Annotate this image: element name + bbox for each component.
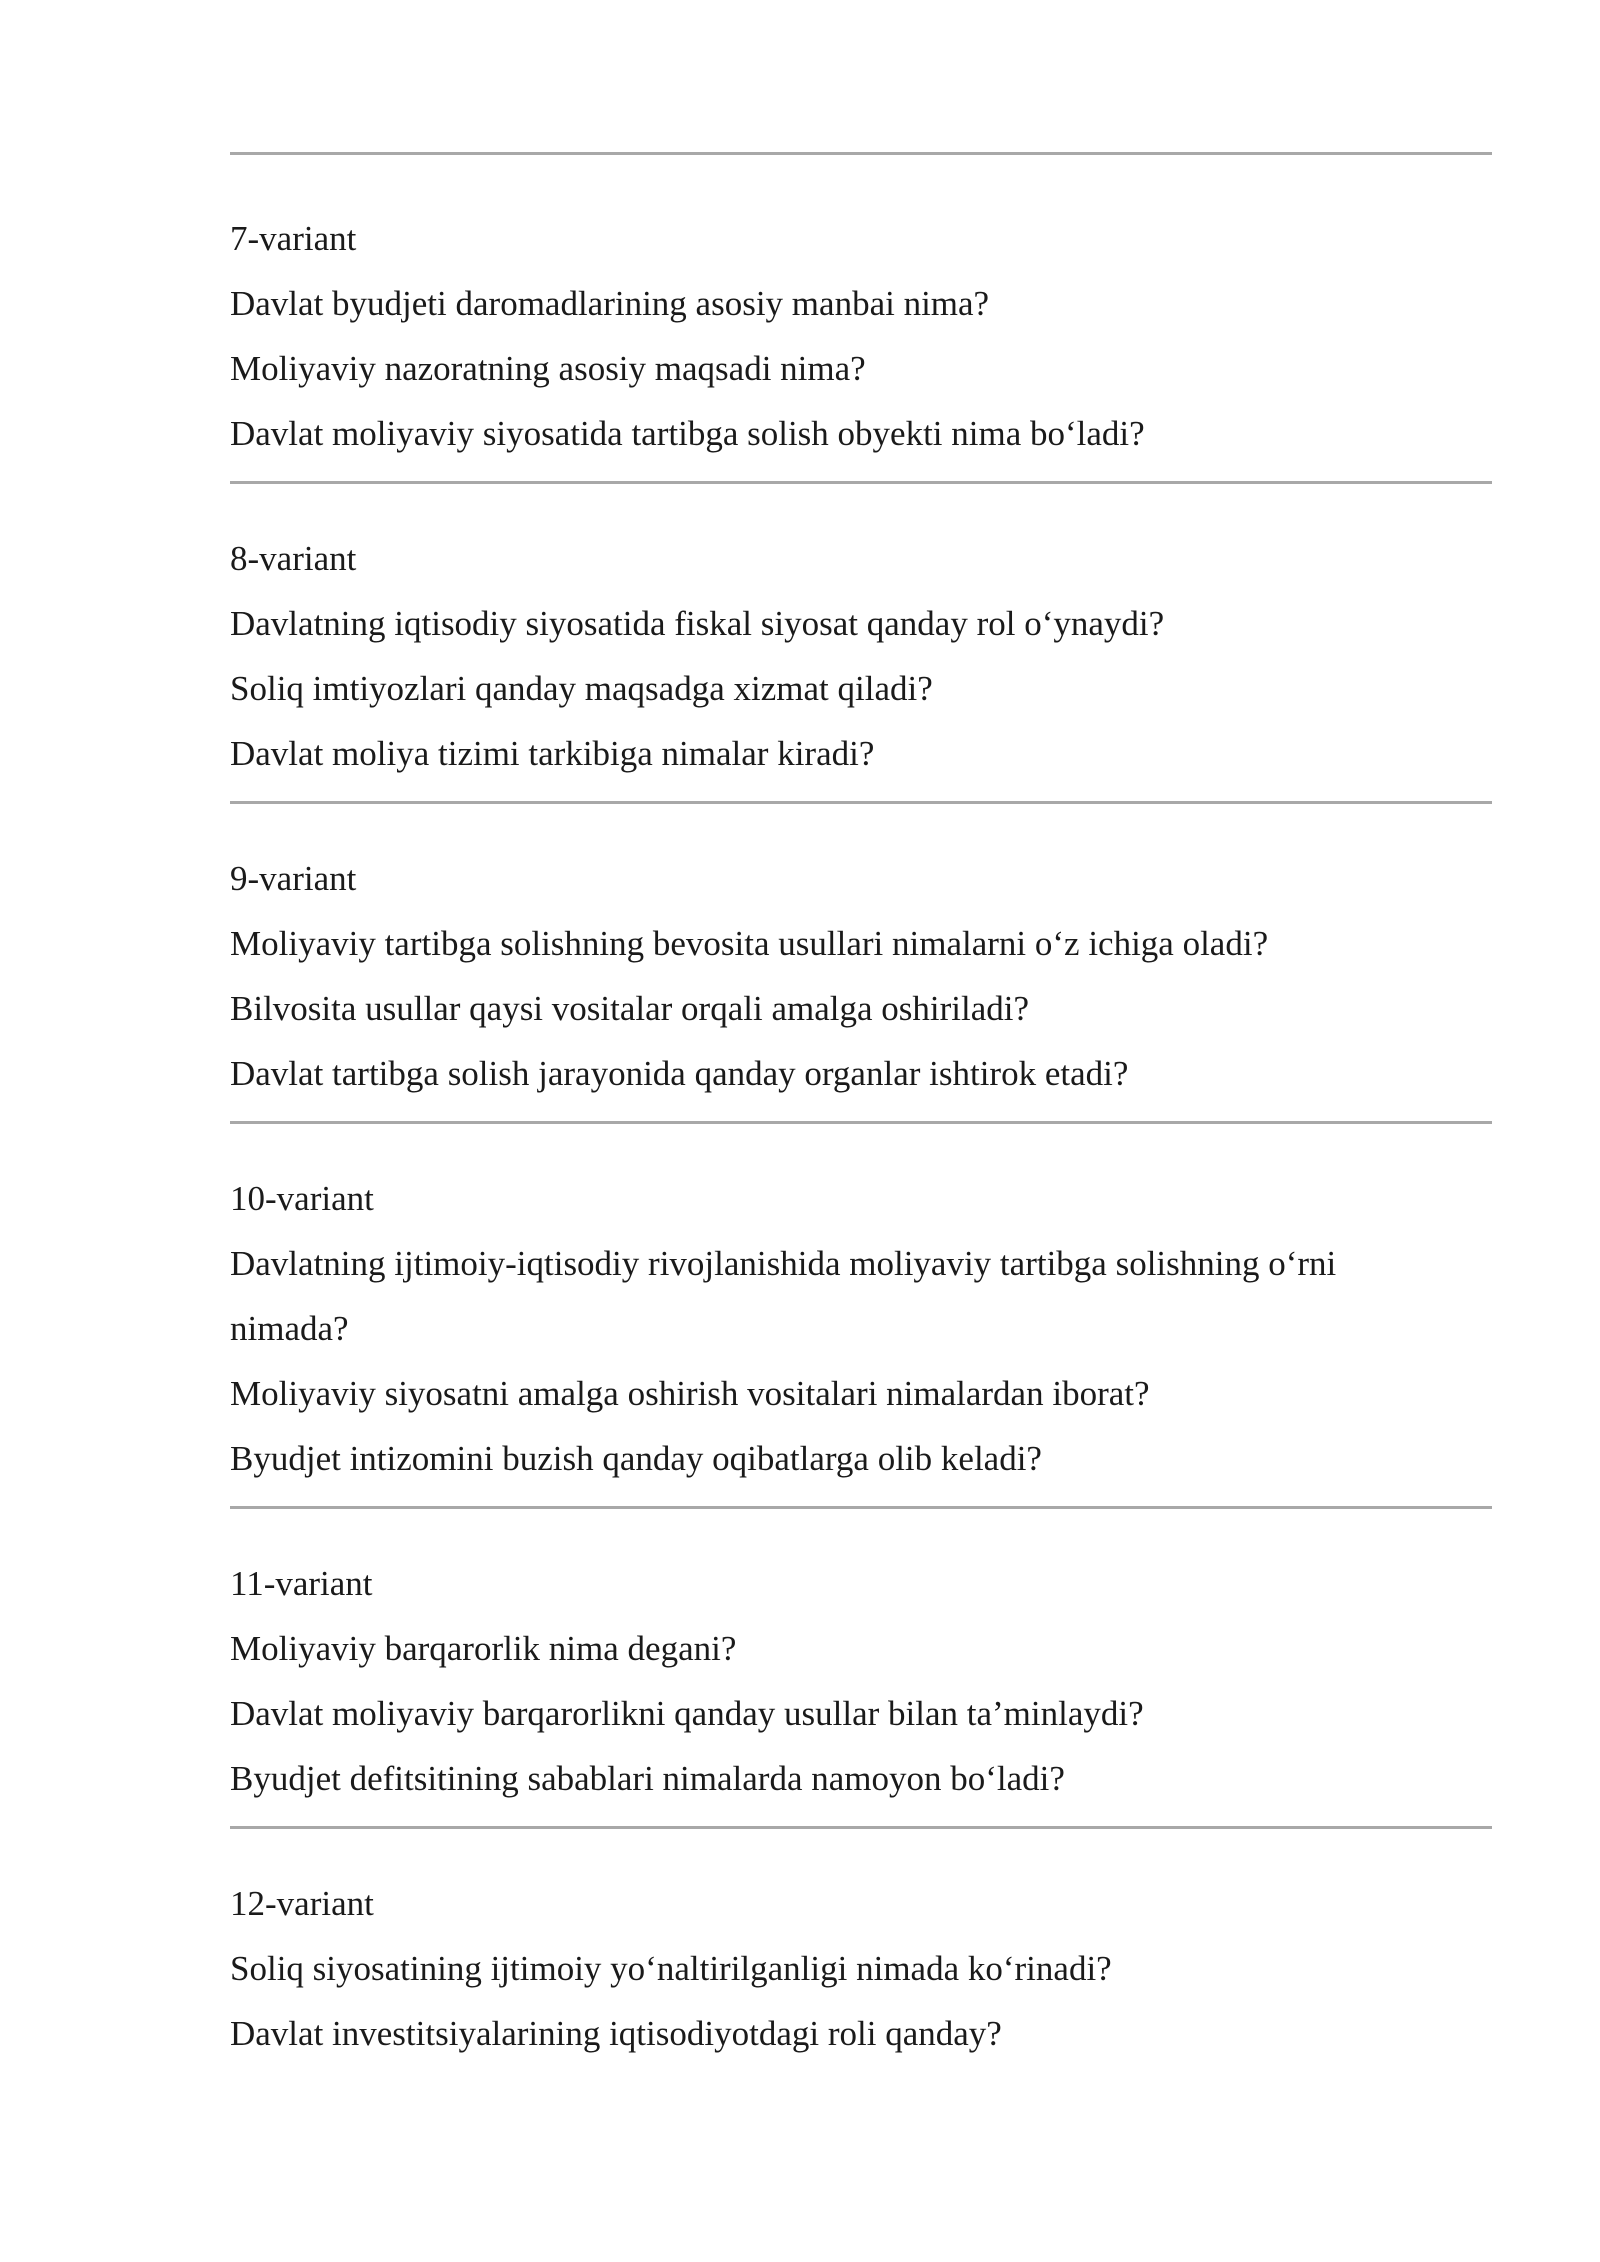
question-line: Byudjet intizomini buzish qanday oqibatlarga olib keladi? [230, 1439, 1042, 1478]
variant-section-9 [230, 846, 1492, 1124]
question-line: Moliyaviy tartibga solishning bevosita usullari nimalarni o‘z ichiga oladi? [230, 924, 1269, 963]
question-line: Moliyaviy barqarorlik nima degani? [230, 1629, 737, 1668]
question-line: Davlat moliyaviy barqarorlikni qanday usullar bilan ta’minlaydi? [230, 1694, 1144, 1733]
variant-heading: 10-variant [230, 1179, 374, 1218]
variant-section-11 [230, 1551, 1492, 1829]
question-line: Moliyaviy siyosatni amalga oshirish vositalari nimalardan iborat? [230, 1374, 1150, 1413]
variant-section-12 [230, 1871, 1492, 2066]
section-divider [230, 1826, 1492, 1829]
question-line: Davlat moliya tizimi tarkibiga nimalar kiradi? [230, 734, 875, 773]
variant-heading: 9-variant [230, 859, 357, 898]
variant-section-10 [230, 1166, 1492, 1509]
question-line: Byudjet defitsitining sabablari nimalarda namoyon bo‘ladi? [230, 1759, 1065, 1798]
question-line: Soliq siyosatining ijtimoiy yo‘naltirilganligi nimada ko‘rinadi? [230, 1949, 1112, 1988]
question-line: Davlat byudjeti daromadlarining asosiy manbai nima? [230, 284, 990, 323]
question-line-continuation: nimada? [230, 1309, 349, 1348]
section-divider [230, 1506, 1492, 1509]
section-divider [230, 1121, 1492, 1124]
section-divider [230, 801, 1492, 804]
question-line: Davlat investitsiyalarining iqtisodiyotdagi roli qanday? [230, 2014, 1002, 2053]
variant-heading: 8-variant [230, 539, 357, 578]
question-line: Davlatning iqtisodiy siyosatida fiskal siyosat qanday rol o‘ynaydi? [230, 604, 1165, 643]
variant-section-8 [230, 526, 1492, 804]
section-divider [230, 481, 1492, 484]
question-line: Davlat moliyaviy siyosatida tartibga solish obyekti nima bo‘ladi? [230, 414, 1145, 453]
variant-heading: 11-variant [230, 1564, 373, 1603]
question-line: Moliyaviy nazoratning asosiy maqsadi nima? [230, 349, 866, 388]
variant-section-7 [230, 206, 1492, 484]
variant-heading: 7-variant [230, 219, 357, 258]
variant-heading: 12-variant [230, 1884, 374, 1923]
question-line: Bilvosita usullar qaysi vositalar orqali amalga oshiriladi? [230, 989, 1029, 1028]
variant-list [230, 206, 1492, 2066]
question-line: Davlatning ijtimoiy-iqtisodiy rivojlanishida moliyaviy tartibga solishning o‘rni [230, 1244, 1337, 1283]
top-divider [230, 152, 1492, 155]
question-line: Davlat tartibga solish jarayonida qanday organlar ishtirok etadi? [230, 1054, 1129, 1093]
question-line: Soliq imtiyozlari qanday maqsadga xizmat qiladi? [230, 669, 933, 708]
